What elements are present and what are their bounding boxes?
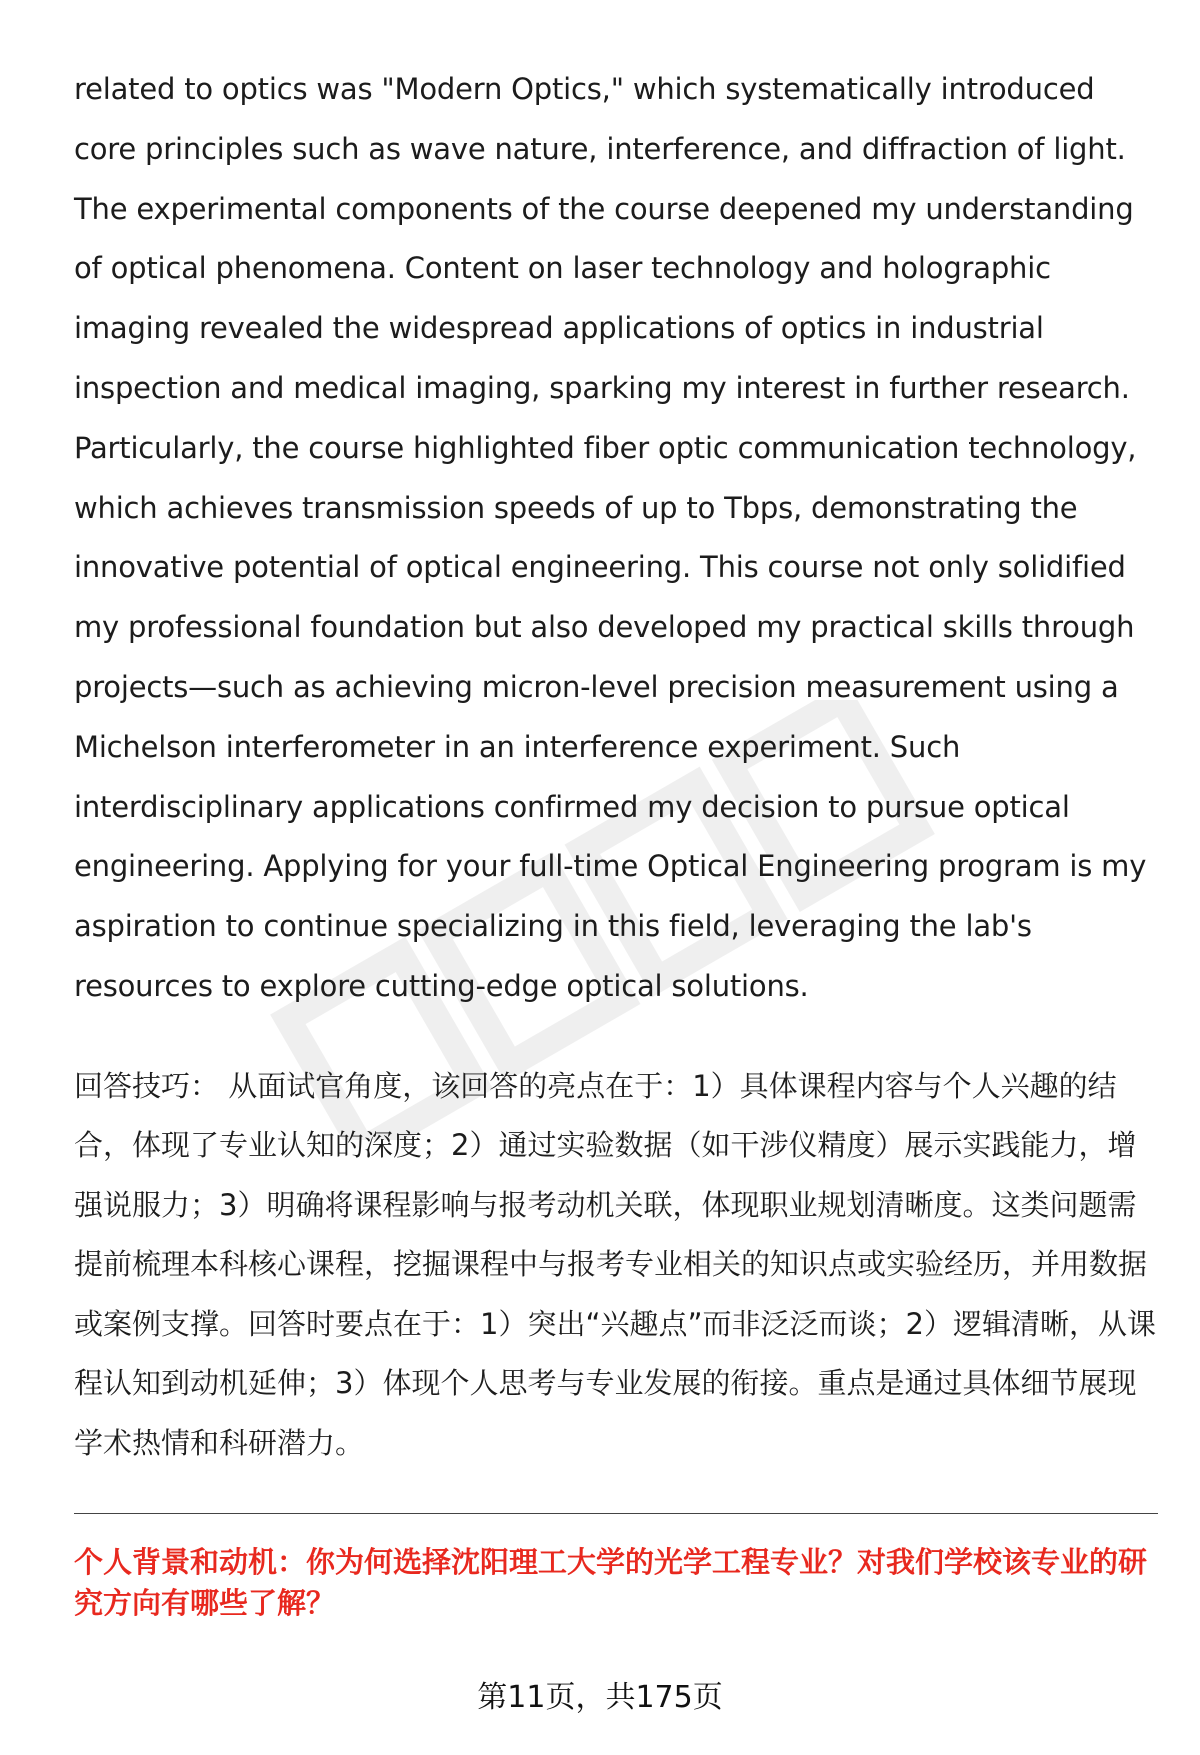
- section-divider: [74, 1513, 1158, 1514]
- next-question-heading: 个人背景和动机：你为何选择沈阳理工大学的光学工程专业？对我们学校该专业的研究方向有哪些了解？: [74, 1545, 1148, 1621]
- answer-tips-paragraph: 回答技巧： 从面试官角度，该回答的亮点在于：1）具体课程内容与个人兴趣的结合，体现了专业认知的深度；2）通过实验数据（如干涉仪精度）展示实践能力，增强说服力；3）明确将课程影响与报考动机关联，体现职业规划清晰度。这类问题需提前梳理本科核心课程，挖掘课程中与报考专业相关的知识点或实验经历，并用数据或案例支撑。回答时要点在于：1）突出“兴趣点”而非泛泛而谈；2）逻辑清晰，从课程认知到动机延伸；3）体现个人思考与专业发展的衔接。重点是通过具体细节展现学术热情和科研潜力。: [74, 1068, 1156, 1460]
- page-number-footer: 第11页，共175页: [477, 1680, 723, 1715]
- document-page: [74, 60, 1158, 1624]
- answer-paragraph: related to optics was "Modern Optics," which systematically introduced core principles such as wave nature, interference, and diffraction of light. The experimental components of the course deepened my understanding of optical phenomena. Content on laser technology and holographic imaging revealed the widespread applications of optics in industrial inspection and medical imaging, sparking my interest in further research. Particularly, the course highlighted fiber optic communication technology, which achieves transmission speeds of up to Tbps, demonstrating the innovative potential of optical engineering. This course not only solidified my professional foundation but also developed my practical skills through projects—such as achieving micron-level precision measurement using a Michelson interferometer in an interference experiment. Such interdisciplinary applications confirmed my decision to pursue optical engineering. Applying for your full-time Optical Engineering program is my aspiration to continue specializing in this field, leveraging the lab's resources to explore cutting-edge optical solutions.: [74, 72, 1147, 1003]
